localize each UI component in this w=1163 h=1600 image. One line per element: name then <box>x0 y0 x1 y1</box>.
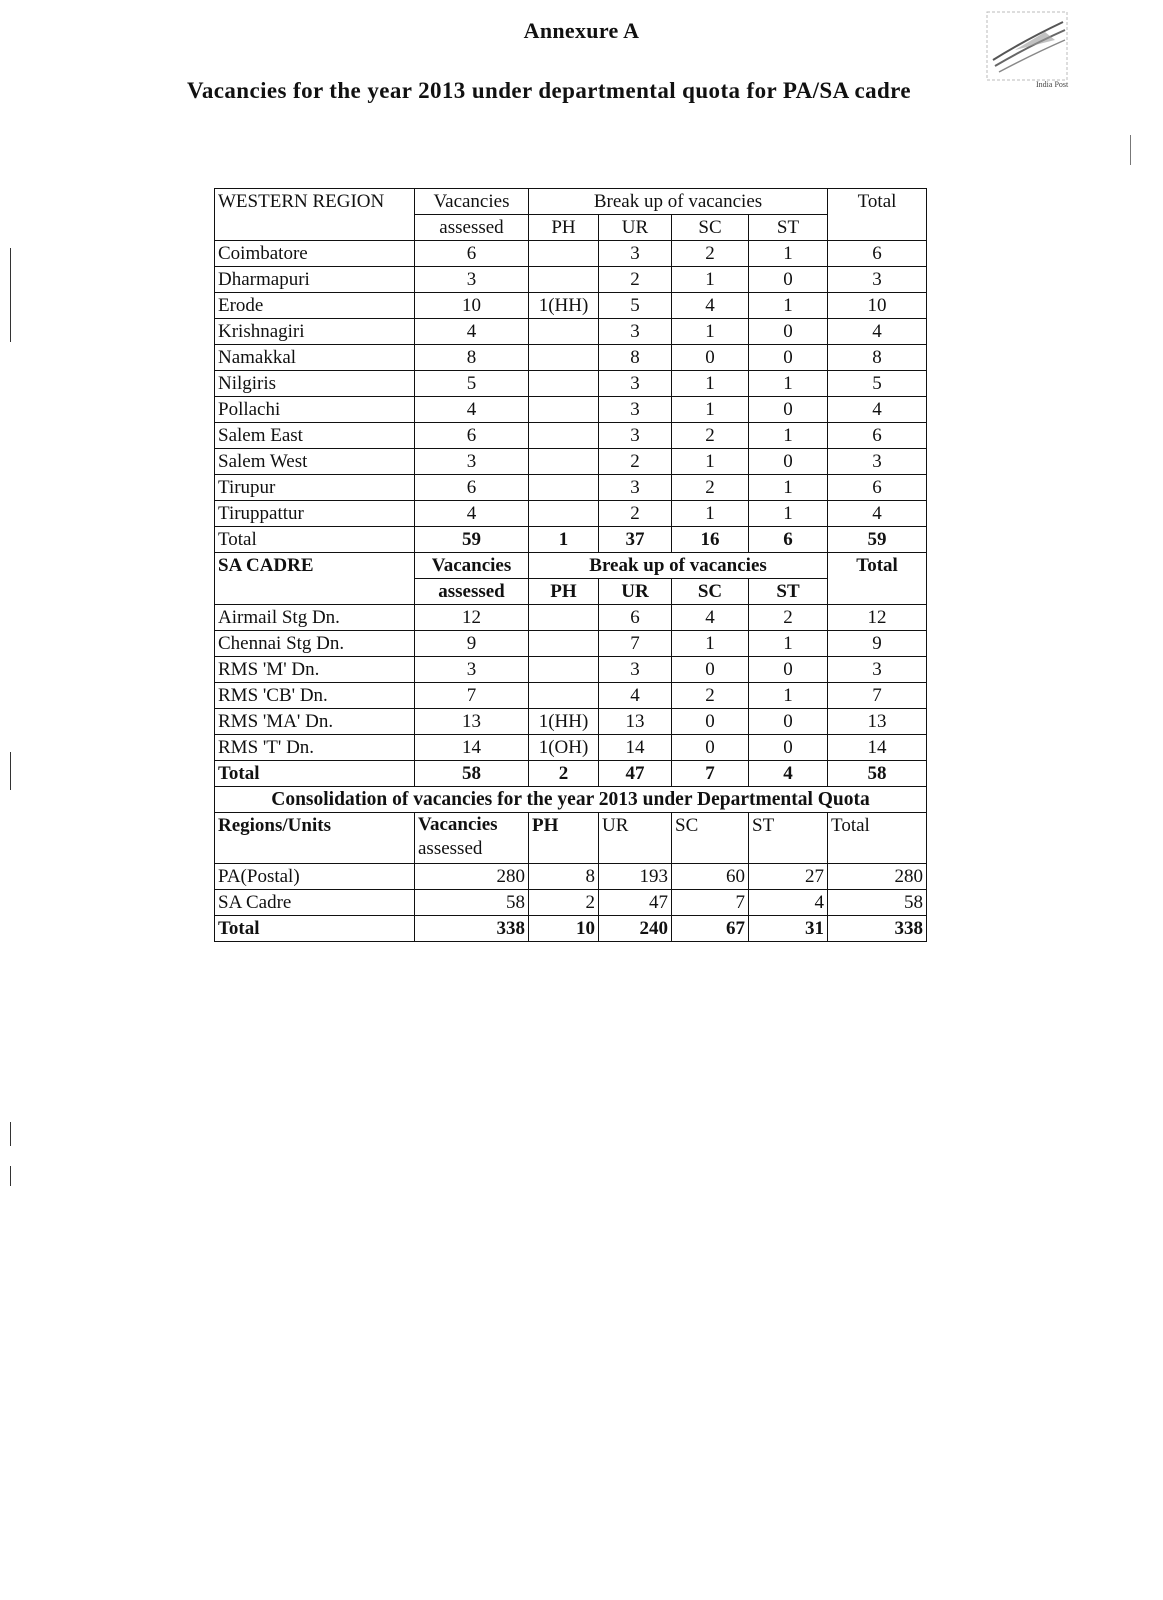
total-ur: 240 <box>599 916 672 942</box>
cell-ur: 3 <box>599 657 672 683</box>
col-breakup: Break up of vacancies <box>529 189 828 215</box>
cell-total: 6 <box>828 423 927 449</box>
cell-vac: 5 <box>415 371 529 397</box>
margin-mark <box>10 1122 11 1146</box>
cell-vac: 13 <box>415 709 529 735</box>
cell-name: Namakkal <box>215 345 415 371</box>
cell-sc: 0 <box>672 657 749 683</box>
cell-ph <box>529 683 599 709</box>
cell-total: 280 <box>828 864 927 890</box>
col-assessed: assessed <box>415 215 529 241</box>
cell-sc: 1 <box>672 449 749 475</box>
logo-caption: India Post <box>1036 80 1069 89</box>
cell-name: Airmail Stg Dn. <box>215 605 415 631</box>
cell-vac: 10 <box>415 293 529 319</box>
cell-vac: 4 <box>415 319 529 345</box>
cell-name: Tirupur <box>215 475 415 501</box>
cell-ph <box>529 319 599 345</box>
cell-ur: 47 <box>599 890 672 916</box>
table-row <box>215 319 927 345</box>
cell-ur: 193 <box>599 864 672 890</box>
total-label: Total <box>215 527 415 553</box>
col-assessed: assessed <box>415 579 529 605</box>
cell-ur: 3 <box>599 371 672 397</box>
table-row <box>215 631 927 657</box>
cell-vac: 9 <box>415 631 529 657</box>
cell-name: RMS 'MA' Dn. <box>215 709 415 735</box>
cell-ur: 8 <box>599 345 672 371</box>
cell-sc: 1 <box>672 631 749 657</box>
cell-total: 8 <box>828 345 927 371</box>
cell-ph: 1(HH) <box>529 293 599 319</box>
cell-vac: 6 <box>415 423 529 449</box>
cell-name: Salem West <box>215 449 415 475</box>
margin-mark <box>10 248 11 342</box>
cell-vac: 4 <box>415 397 529 423</box>
cell-total: 9 <box>828 631 927 657</box>
cell-total: 3 <box>828 449 927 475</box>
cell-ur: 3 <box>599 319 672 345</box>
consolidation-total-row <box>215 916 927 942</box>
cell-sc: 1 <box>672 371 749 397</box>
total-sc: 7 <box>672 761 749 787</box>
cell-total: 3 <box>828 267 927 293</box>
cell-ph <box>529 475 599 501</box>
vacancies-table <box>214 188 927 942</box>
cell-sc: 1 <box>672 319 749 345</box>
table-row <box>215 371 927 397</box>
sa-total-row <box>215 761 927 787</box>
cell-ph <box>529 657 599 683</box>
cell-st: 1 <box>749 501 828 527</box>
total-total: 59 <box>828 527 927 553</box>
cell-ur: 2 <box>599 267 672 293</box>
cell-st: 0 <box>749 345 828 371</box>
section-label: WESTERN REGION <box>215 189 415 241</box>
cell-vac: 58 <box>415 890 529 916</box>
cell-sc: 2 <box>672 423 749 449</box>
margin-mark <box>10 752 11 790</box>
cell-name: Chennai Stg Dn. <box>215 631 415 657</box>
cell-ph: 8 <box>529 864 599 890</box>
col-breakup: Break up of vacancies <box>529 553 828 579</box>
cell-ur: 4 <box>599 683 672 709</box>
cell-name: Nilgiris <box>215 371 415 397</box>
table-row <box>215 475 927 501</box>
col-sc: SC <box>672 215 749 241</box>
cell-st: 1 <box>749 293 828 319</box>
cell-ur: 3 <box>599 475 672 501</box>
col-total: Total <box>828 189 927 241</box>
cell-total: 4 <box>828 501 927 527</box>
table-row <box>215 657 927 683</box>
col-ur: UR <box>599 579 672 605</box>
cell-st: 0 <box>749 397 828 423</box>
cell-total: 10 <box>828 293 927 319</box>
cell-name: PA(Postal) <box>215 864 415 890</box>
cell-ph <box>529 371 599 397</box>
cell-name: Pollachi <box>215 397 415 423</box>
cell-sc: 60 <box>672 864 749 890</box>
cell-st: 0 <box>749 709 828 735</box>
cell-ph <box>529 631 599 657</box>
col-total: Total <box>828 553 927 605</box>
cell-sc: 4 <box>672 293 749 319</box>
cell-vac: 3 <box>415 267 529 293</box>
cell-st: 0 <box>749 735 828 761</box>
cell-ur: 6 <box>599 605 672 631</box>
table-row <box>215 449 927 475</box>
cell-vac: 6 <box>415 475 529 501</box>
cell-ur: 13 <box>599 709 672 735</box>
total-vac: 338 <box>415 916 529 942</box>
cell-st: 1 <box>749 631 828 657</box>
cell-st: 1 <box>749 241 828 267</box>
total-st: 31 <box>749 916 828 942</box>
cell-sc: 1 <box>672 501 749 527</box>
margin-mark <box>10 1166 11 1186</box>
total-ph: 2 <box>529 761 599 787</box>
total-total: 58 <box>828 761 927 787</box>
total-label: Total <box>215 916 415 942</box>
cell-ph <box>529 605 599 631</box>
cell-total: 12 <box>828 605 927 631</box>
cell-vac: 12 <box>415 605 529 631</box>
cell-ph: 2 <box>529 890 599 916</box>
cell-sc: 4 <box>672 605 749 631</box>
cell-vac: 3 <box>415 449 529 475</box>
cell-ur: 3 <box>599 423 672 449</box>
table-row <box>215 735 927 761</box>
cell-sc: 0 <box>672 709 749 735</box>
cell-vac: 4 <box>415 501 529 527</box>
cell-st: 27 <box>749 864 828 890</box>
cell-name: RMS 'T' Dn. <box>215 735 415 761</box>
cell-name: Salem East <box>215 423 415 449</box>
table-row <box>215 683 927 709</box>
cell-total: 14 <box>828 735 927 761</box>
cell-sc: 2 <box>672 683 749 709</box>
margin-mark <box>1130 135 1131 165</box>
table-row <box>215 267 927 293</box>
cell-st: 0 <box>749 449 828 475</box>
india-post-logo-icon <box>985 10 1069 90</box>
cell-name: Coimbatore <box>215 241 415 267</box>
western-header-row <box>215 189 927 215</box>
col-st: ST <box>749 215 828 241</box>
cell-name: Krishnagiri <box>215 319 415 345</box>
table-row <box>215 890 927 916</box>
cell-ph: 1(OH) <box>529 735 599 761</box>
cell-total: 6 <box>828 475 927 501</box>
col-vacancies: Vacancies <box>418 814 498 835</box>
cell-sc: 2 <box>672 475 749 501</box>
cell-ph <box>529 241 599 267</box>
consolidation-title: Consolidation of vacancies for the year 2013 under Departmental Quota <box>215 787 927 813</box>
cell-total: 4 <box>828 319 927 345</box>
total-st: 4 <box>749 761 828 787</box>
consolidation-title-row <box>215 787 927 813</box>
table-row <box>215 709 927 735</box>
sa-header-row <box>215 553 927 579</box>
cell-name: Dharmapuri <box>215 267 415 293</box>
col-ph: PH <box>529 813 599 864</box>
western-total-row <box>215 527 927 553</box>
table-row <box>215 293 927 319</box>
table-row <box>215 397 927 423</box>
cell-ph <box>529 423 599 449</box>
cell-sc: 1 <box>672 397 749 423</box>
cell-ur: 3 <box>599 397 672 423</box>
cell-name: SA Cadre <box>215 890 415 916</box>
cell-ph <box>529 449 599 475</box>
col-ur: UR <box>599 813 672 864</box>
col-vacancies: Vacancies <box>415 553 529 579</box>
col-region: Regions/Units <box>215 813 415 864</box>
cell-ph: 1(HH) <box>529 709 599 735</box>
table-row <box>215 501 927 527</box>
cell-st: 1 <box>749 475 828 501</box>
cell-sc: 0 <box>672 735 749 761</box>
cell-ph <box>529 397 599 423</box>
cell-st: 0 <box>749 319 828 345</box>
total-sc: 67 <box>672 916 749 942</box>
cell-total: 13 <box>828 709 927 735</box>
table-row <box>215 864 927 890</box>
table-row <box>215 345 927 371</box>
total-ph: 1 <box>529 527 599 553</box>
cell-st: 0 <box>749 657 828 683</box>
cell-st: 1 <box>749 683 828 709</box>
section-label: SA CADRE <box>215 553 415 605</box>
cell-total: 3 <box>828 657 927 683</box>
cell-vac: 14 <box>415 735 529 761</box>
cell-st: 1 <box>749 371 828 397</box>
total-label: Total <box>215 761 415 787</box>
col-vacancies-assessed <box>415 813 529 864</box>
cell-ur: 14 <box>599 735 672 761</box>
col-vacancies: Vacancies <box>415 189 529 215</box>
cell-vac: 8 <box>415 345 529 371</box>
cell-vac: 7 <box>415 683 529 709</box>
col-assessed: assessed <box>418 838 483 859</box>
cell-sc: 2 <box>672 241 749 267</box>
cell-total: 6 <box>828 241 927 267</box>
col-sc: SC <box>672 813 749 864</box>
total-vac: 59 <box>415 527 529 553</box>
cell-st: 2 <box>749 605 828 631</box>
consolidation-header-row <box>215 813 927 864</box>
total-ur: 37 <box>599 527 672 553</box>
cell-ph <box>529 501 599 527</box>
cell-total: 7 <box>828 683 927 709</box>
cell-ur: 2 <box>599 501 672 527</box>
cell-name: RMS 'CB' Dn. <box>215 683 415 709</box>
page-subtitle: Vacancies for the year 2013 under departmental quota for PA/SA cadre <box>187 78 911 103</box>
cell-name: RMS 'M' Dn. <box>215 657 415 683</box>
cell-ur: 2 <box>599 449 672 475</box>
col-ph: PH <box>529 215 599 241</box>
col-st: ST <box>749 579 828 605</box>
table-row <box>215 423 927 449</box>
consolidation-rows <box>215 864 927 916</box>
sa-rows <box>215 605 927 761</box>
col-ph: PH <box>529 579 599 605</box>
cell-sc: 1 <box>672 267 749 293</box>
western-rows <box>215 241 927 527</box>
page-title: Annexure A <box>523 18 640 43</box>
cell-st: 0 <box>749 267 828 293</box>
total-vac: 58 <box>415 761 529 787</box>
col-st: ST <box>749 813 828 864</box>
total-total: 338 <box>828 916 927 942</box>
table-row <box>215 605 927 631</box>
cell-vac: 3 <box>415 657 529 683</box>
cell-sc: 0 <box>672 345 749 371</box>
cell-st: 1 <box>749 423 828 449</box>
total-ur: 47 <box>599 761 672 787</box>
cell-ur: 3 <box>599 241 672 267</box>
cell-ur: 7 <box>599 631 672 657</box>
cell-total: 4 <box>828 397 927 423</box>
cell-total: 58 <box>828 890 927 916</box>
cell-total: 5 <box>828 371 927 397</box>
cell-name: Erode <box>215 293 415 319</box>
cell-ur: 5 <box>599 293 672 319</box>
cell-sc: 7 <box>672 890 749 916</box>
table-row <box>215 241 927 267</box>
total-ph: 10 <box>529 916 599 942</box>
total-sc: 16 <box>672 527 749 553</box>
cell-vac: 280 <box>415 864 529 890</box>
col-sc: SC <box>672 579 749 605</box>
cell-name: Tiruppattur <box>215 501 415 527</box>
cell-ph <box>529 267 599 293</box>
col-ur: UR <box>599 215 672 241</box>
cell-ph <box>529 345 599 371</box>
col-total: Total <box>828 813 927 864</box>
cell-vac: 6 <box>415 241 529 267</box>
total-st: 6 <box>749 527 828 553</box>
cell-st: 4 <box>749 890 828 916</box>
